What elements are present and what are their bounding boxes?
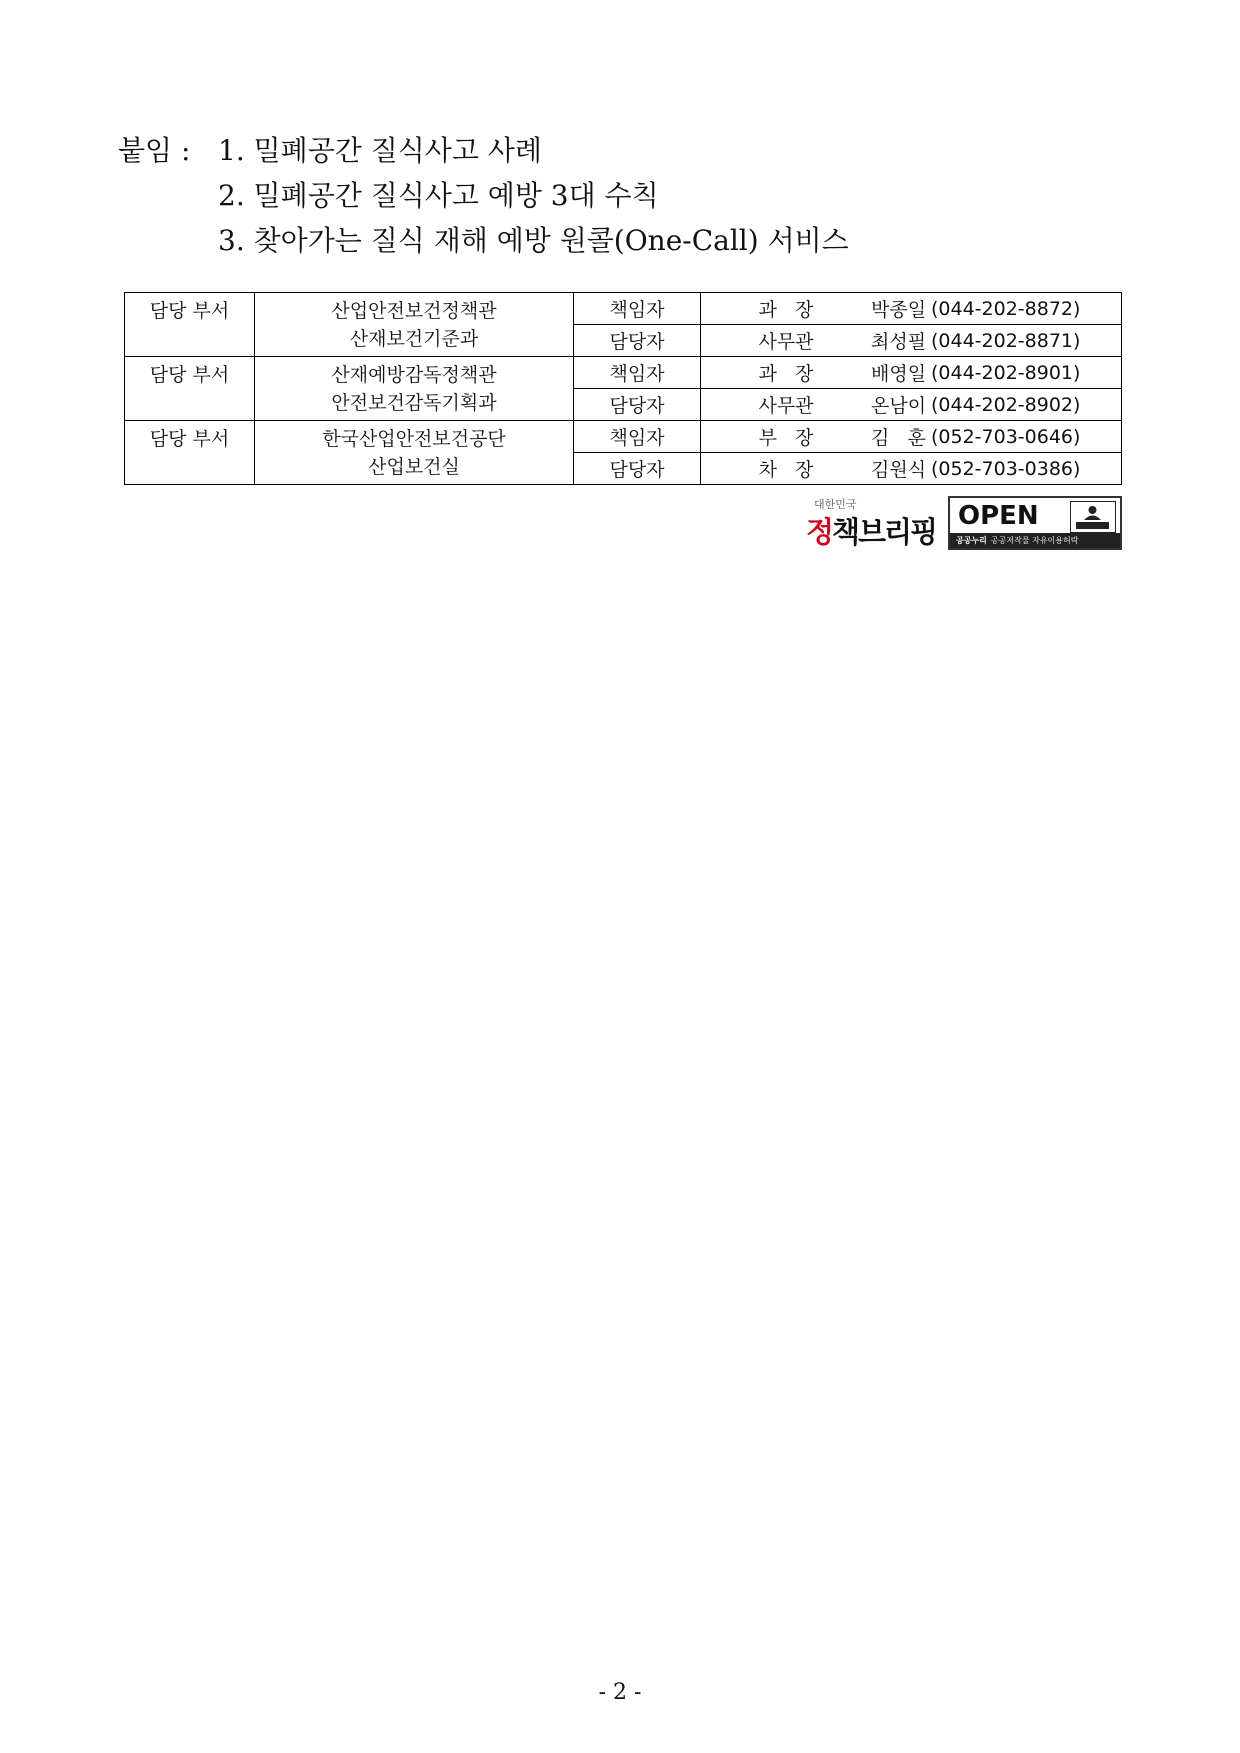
open-bar-label: 공공누리 [956,536,987,545]
org-line: 안전보건감독기획과 [331,391,497,414]
page-number: - 2 - [598,1680,642,1705]
policy-briefing-logo [806,496,936,552]
role-cell: 책임자 [574,421,701,453]
briefing-logo-red: 정 [806,515,833,549]
dept-label: 담당 부서 [125,293,255,357]
attachment-row [118,218,1118,263]
person-name: 김원식 [871,459,927,481]
person-name: 최성필 [871,331,927,353]
person-name: 김 훈 [871,427,926,449]
attachment-row [118,128,1118,173]
briefing-logo-rest: 책브리핑 [832,515,937,549]
role-cell: 책임자 [574,357,701,389]
attachments-block [118,128,1118,263]
table-row [125,293,1122,325]
position: 부 장 [758,427,814,449]
position: 사무관 [758,331,814,353]
role-cell: 책임자 [574,293,701,325]
phone-number: (052-703-0386) [931,457,1081,480]
dept-label: 담당 부서 [125,357,255,421]
dept-label: 담당 부서 [125,421,255,485]
attachment-item: 2. 밀폐공간 질식사고 예방 3대 수칙 [218,179,659,212]
person-name: 배영일 [871,363,927,385]
person-name: 온남이 [871,395,927,417]
person-cell [701,421,1122,453]
briefing-logo-main [806,510,936,551]
position: 과 장 [758,363,814,385]
role-cell: 담당자 [574,325,701,357]
phone-number: (044-202-8901) [931,361,1081,384]
table-row [125,421,1122,453]
phone-number: (044-202-8872) [931,297,1081,320]
position: 차 장 [758,459,814,481]
open-bar [950,533,1120,548]
person-cell [701,453,1122,485]
open-text: OPEN [958,501,1039,531]
attachment-item: 1. 밀폐공간 질식사고 사례 [218,134,542,167]
position: 과 장 [758,299,814,321]
phone-number: (044-202-8902) [931,393,1081,416]
contacts-table [124,292,1122,485]
briefing-logo-top: 대한민국 [814,498,857,511]
phone-number: (052-703-0646) [931,425,1081,448]
org-cell [255,293,574,357]
person-cell [701,293,1122,325]
logos [806,496,1122,552]
person-cell [701,357,1122,389]
person-cell [701,325,1122,357]
table-row [125,357,1122,389]
org-line: 산업안전보건정책관 [331,299,497,322]
role-cell: 담당자 [574,389,701,421]
attribution-badge-icon [1070,501,1116,533]
org-line: 산재예방감독정책관 [331,363,497,386]
person-name: 박종일 [871,299,927,321]
person-cell [701,389,1122,421]
org-line: 한국산업안전보건공단 [322,427,506,450]
phone-number: (044-202-8871) [931,329,1081,352]
open-bar-desc: 공공저작물 자유이용허락 [990,536,1079,545]
kogl-open-logo [948,496,1122,550]
position: 사무관 [758,395,814,417]
attachments-label: 붙임 : [118,134,191,167]
attachment-item: 3. 찾아가는 질식 재해 예방 원콜(One-Call) 서비스 [218,224,849,257]
org-cell [255,357,574,421]
role-cell: 담당자 [574,453,701,485]
org-line: 산재보건기준과 [349,327,479,350]
org-cell [255,421,574,485]
attachment-row [118,173,1118,218]
org-line: 산업보건실 [368,455,460,478]
